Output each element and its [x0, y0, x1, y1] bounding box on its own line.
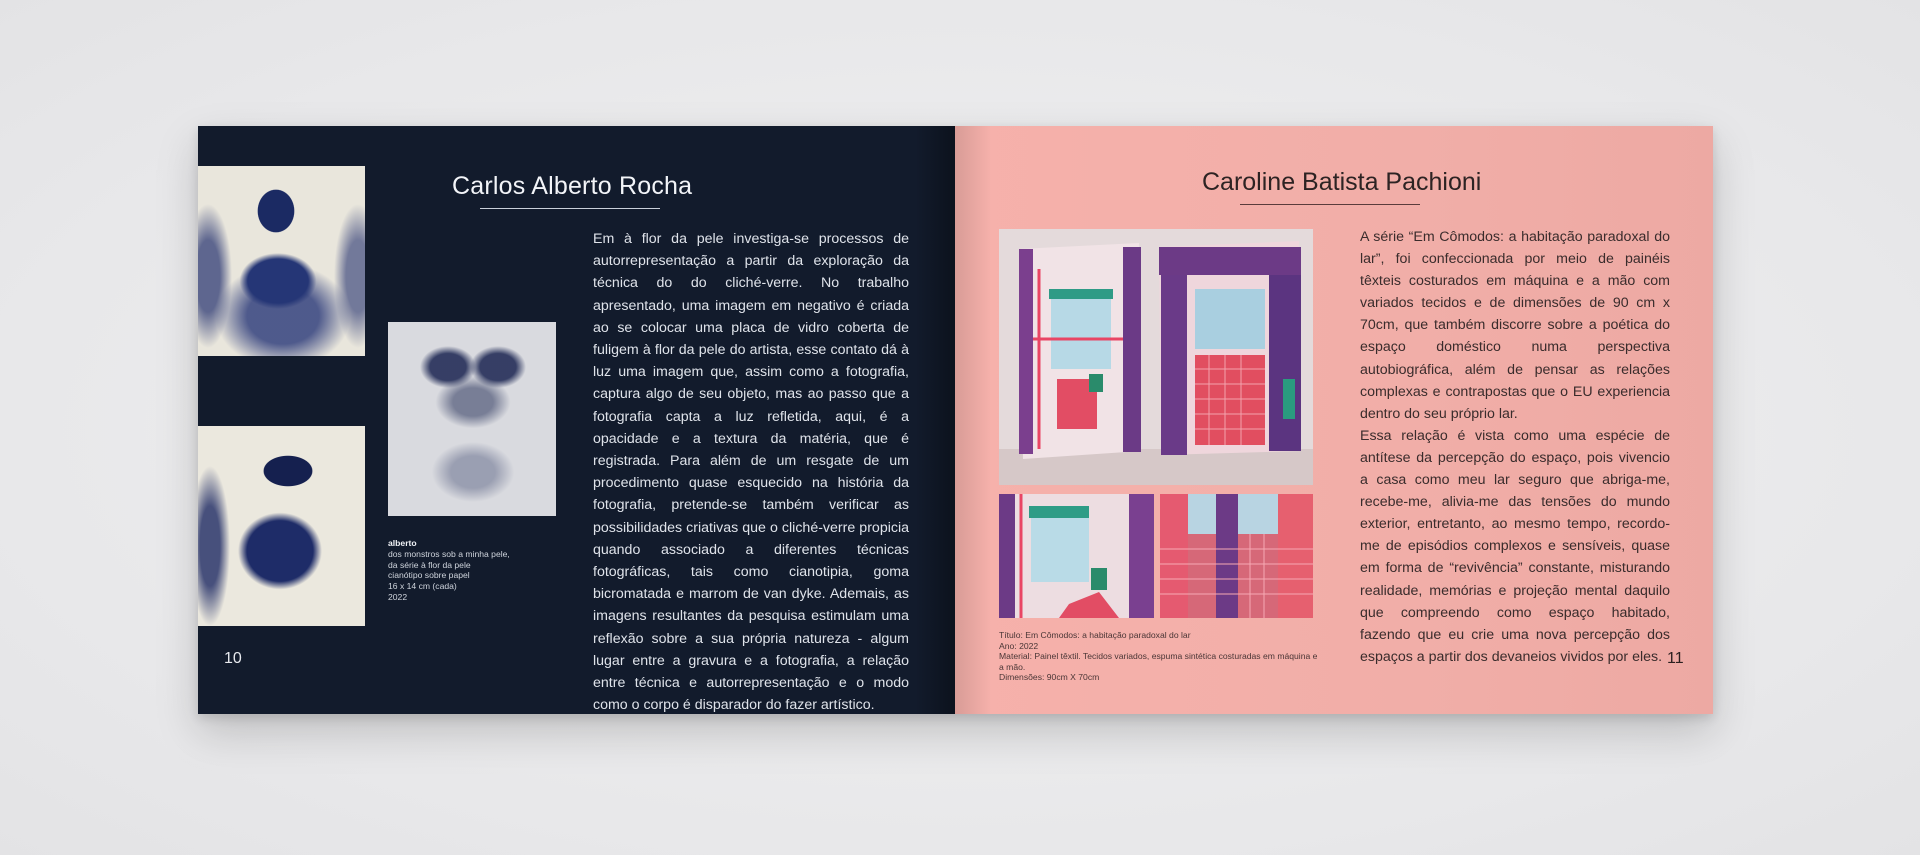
page-number: 11 — [1667, 650, 1684, 667]
cyanotype-image-top — [198, 166, 365, 356]
textile-detail-illustration — [1160, 494, 1313, 618]
page-number: 10 — [224, 650, 242, 667]
caption-line: Dimensões: 90cm X 70cm — [999, 672, 1100, 683]
caption-line: 16 x 14 cm (cada) — [388, 581, 457, 592]
right-page — [955, 126, 1713, 714]
textile-panel-photo — [999, 229, 1313, 485]
left-page — [198, 126, 955, 714]
textile-detail-photo-2 — [1160, 494, 1313, 618]
caption-line: dos monstros sob a minha pele, — [388, 548, 510, 559]
caption-line: cianótipo sobre papel — [388, 570, 470, 581]
title-underline — [480, 208, 660, 209]
title-underline — [1240, 204, 1420, 205]
caption-artist: alberto — [388, 538, 417, 548]
artist-title: Carlos Alberto Rocha — [452, 172, 693, 200]
caption-line: Ano: 2022 — [999, 640, 1039, 651]
textile-detail-photo-1 — [999, 494, 1154, 618]
textile-panels-illustration — [999, 229, 1313, 485]
body-text — [1360, 226, 1670, 668]
cyanotype-image-bottom — [198, 426, 365, 626]
artwork-caption — [388, 538, 510, 603]
body-text — [593, 228, 909, 714]
artwork-caption — [999, 630, 1319, 683]
caption-line: Título: Em Cômodos: a habitação paradoxal do lar — [999, 630, 1191, 640]
caption-line: da série à flor da pele — [388, 559, 471, 570]
caption-line: Material: Painel têxtil. Tecidos variados, espuma sintética costuradas em máquina e a mão. — [999, 651, 1318, 672]
cyanotype-image-center — [388, 322, 556, 516]
artist-title: Caroline Batista Pachioni — [1202, 168, 1482, 196]
body-paragraph: Em à flor da pele investiga-se processos de autorrepresentação a partir da exploração da técnica do do cliché-verre. No trabalho apresentado, uma imagem em negativo é criada ao se colocar uma placa de vidro coberta de fuligem à flor da pele do artista, esse contato dá à luz uma imagem que, assim como a fotografia, captura algo de seu objeto, mas ao passo que a fotografia capta a luz refletida, aqui, é a opacidade e a textura da matéria, que é registrada. Para além de um resgate de um procedimento quase esquecido na história da fotografia, pretende-se também verificar as possibilidades criativas que o cliché-verre propicia quando associado a diferentes técnicas fotográficas, tais como cianotipia, goma bicromatada e marrom de van dyke. Ademais, as imagens resultantes da pesquisa estimulam uma reflexão sobre a sua própria natureza - algum lugar entre a gravura e a fotografia, a relação entre técnica e autorrepresentação e o modo como o corpo é disparador do fazer artístico. — [593, 231, 909, 714]
body-paragraph: A série “Em Cômodos: a habitação paradoxal do lar”, foi confeccionada por meio de painéis têxteis costurados em máquina e a mão com variados tecidos e de dimensões de 90 cm x 70cm, que também discorre sobre a poética do espaço doméstico numa perspectiva autobiográfica, além de pensar as relações complexas e contrapostas que o EU experiencia dentro do seu próprio lar. — [1360, 229, 1670, 422]
caption-line: 2022 — [388, 591, 408, 602]
textile-detail-illustration — [999, 494, 1154, 618]
body-paragraph: Essa relação é vista como uma espécie de antítese da percepção do espaço, pois vivencio a casa como meu lar seguro que abriga-me, recebe-me, alivia-me das tensões do mundo exterior, entretanto, ao mesmo tempo, recordo-me de episódios complexos e sensíveis, quase em forma de “revivência” constante, misturando realidade, memórias e projeção mental daquilo que compreendo como espaço habitado, fazendo que eu crie uma nova percepção dos espaços a partir dos devaneios vividos por eles. — [1360, 427, 1670, 665]
